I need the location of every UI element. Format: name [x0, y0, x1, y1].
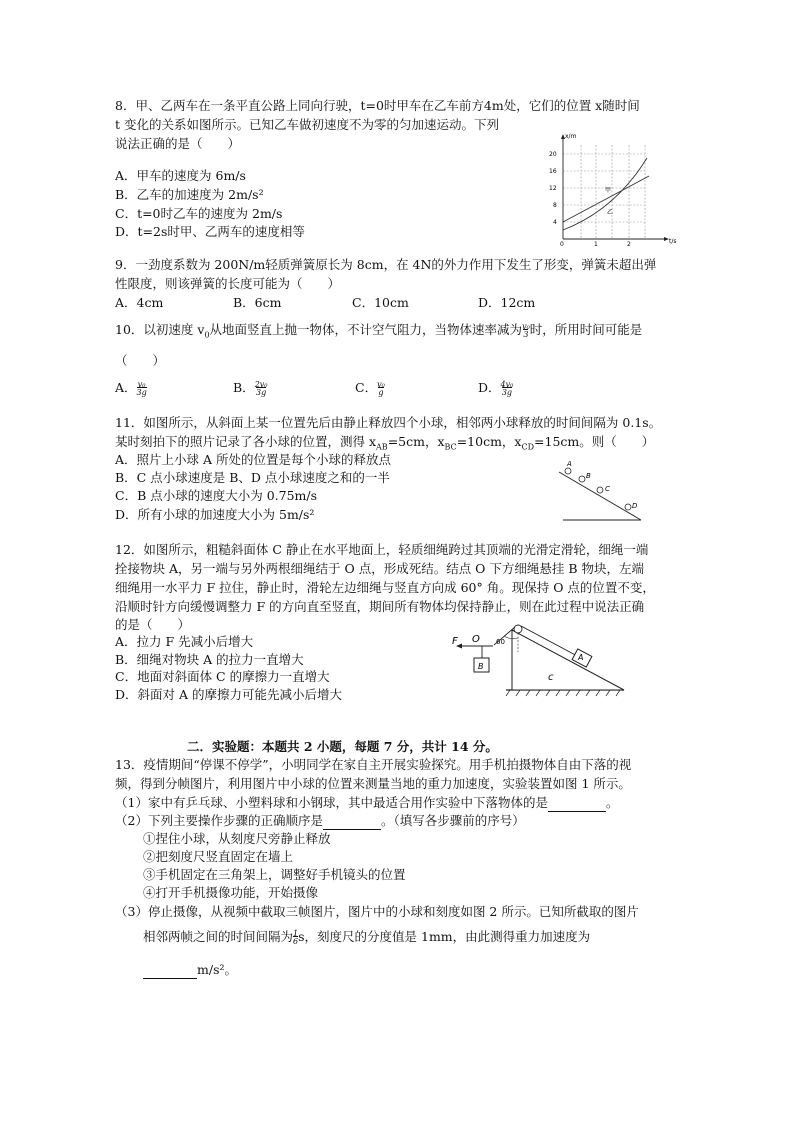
q8-graph-y-tick-16: 16	[549, 168, 557, 175]
q11-ball-c	[597, 487, 603, 493]
q13-part3-line3	[143, 961, 237, 979]
q13-part2-end: 。（填写各步骤前的序号）	[380, 813, 525, 828]
q10-option-c-num: v₀	[377, 379, 385, 389]
q9-option-c: C．10cm	[352, 295, 409, 310]
q11-stem2-b: =5cm，x	[387, 434, 445, 449]
q8-graph-label-jia: 甲	[605, 187, 612, 194]
q12-label-f: F	[452, 636, 458, 647]
q9-option-b: B．6cm	[233, 295, 282, 310]
q13-part3-end: m/s²。	[197, 962, 237, 977]
q13-part3-line2	[143, 928, 590, 946]
q13-part2-text: （2）下列主要操作步骤的正确顺序是	[115, 813, 323, 828]
q13-part1-end: 。	[605, 795, 619, 810]
q13-part2-blank[interactable]	[323, 812, 381, 830]
q12-ground-hatch	[506, 690, 620, 696]
q8-option-d: D．t=2s时甲、乙两车的速度相等	[115, 224, 305, 239]
q10-option-c-letter: C．	[355, 380, 378, 395]
q10-option-c	[355, 379, 385, 397]
q8-option-c: C．t=0时乙车的速度为 2m/s	[115, 206, 283, 221]
q8-stem-line3: 说法正确的是（ ）	[115, 136, 241, 151]
q12-label-o: O	[472, 634, 480, 645]
q13-stem-line1: 13．疫情期间“停课不停学”，小明同学在家自主开展实验探究。用手机拍摄物体自由下落的视	[115, 757, 632, 772]
q11-option-c: C．B 点小球的速度大小为 0.75m/s	[115, 488, 318, 503]
q10-stem-part3: 时，所用时间可能是	[529, 322, 643, 337]
q8-graph-y-tick-4: 4	[553, 219, 557, 226]
q12-option-d: D．斜面对 A 的摩擦力可能先减小后增大	[115, 687, 342, 702]
q13-interval-den: 6	[293, 936, 299, 946]
q8-option-a: A．甲车的速度为 6m/s	[115, 168, 246, 183]
q8-option-b: B．乙车的加速度为 2m/s²	[115, 187, 264, 202]
q10-stem-sub: 0	[204, 330, 210, 340]
q12-option-b: B．细绳对物块 A 的拉力一直增大	[115, 652, 304, 667]
q9-stem-line1: 9．一劲度系数为 200N/m轻质弹簧原长为 8cm，在 4N的外力作用下发生了形变，弹簧未超出弹	[115, 257, 657, 272]
q10-option-c-den: g	[378, 387, 384, 397]
q13-part3-line2-b: s，刻度尺的分度值是 1mm，由此测得重力加速度为	[298, 929, 591, 944]
q10-stem-fraction	[522, 323, 530, 339]
q8-graph-y-tick-8: 8	[553, 202, 557, 209]
q8-graph-x-tick-1: 1	[594, 241, 598, 248]
q12-pulley-figure	[448, 622, 630, 702]
q10-stem	[115, 321, 642, 344]
q13-part3-line2-a: 相邻两帧之间的时间间隔为	[143, 929, 294, 944]
q11-stem-line1: 11．如图所示，从斜面上某一位置先后由静止释放四个小球，相邻两小球释放的时间间隔为 0.1s。	[115, 415, 662, 430]
q12-label-c: c	[548, 672, 554, 683]
q11-ball-a	[565, 468, 571, 474]
q11-stem2-d: =15cm。则（ ）	[534, 434, 655, 449]
q10-option-d	[478, 379, 513, 397]
q10-option-b-frac	[255, 381, 268, 397]
q12-stem-line2: 拴接物块 A，另一端与另外两根细绳结于 O 点，形成死结。结点 O 下方细绳悬挂 B 物块，左端	[115, 561, 645, 576]
q9-stem-line2: 性限度，则该弹簧的长度可能为（ ）	[115, 276, 341, 291]
q10-option-d-den: 3g	[501, 387, 513, 397]
q12-stem-line5: 的是（ ）	[115, 617, 191, 632]
q8-xt-graph	[545, 130, 677, 248]
q13-stem-line2: 频，得到分帧图片，利用图片中小球的位置来测量当地的重力加速度，实验装置如图 1 所示。	[115, 776, 631, 791]
q11-ball-b	[579, 476, 585, 482]
q10-option-c-frac	[377, 381, 385, 397]
q8-graph-y-unit: x/m	[565, 133, 577, 140]
q10-option-a-den: 3g	[136, 387, 147, 397]
q13-part1-blank[interactable]	[548, 794, 606, 812]
q12-option-a: A．拉力 F 先减小后增大	[115, 634, 254, 649]
q10-option-d-num: 4v₀	[500, 379, 514, 389]
q11-incline-figure	[555, 458, 645, 524]
q13-step-4: ④打开手机摄像功能，开始摄像	[143, 885, 319, 900]
q12-label-a: A	[578, 653, 584, 662]
q8-graph-x-tick-0: 0	[560, 241, 564, 248]
q12-stem-line1: 12．如图所示，粗糙斜面体 C 静止在水平地面上，轻质细绳跨过其顶端的光滑定滑轮，细绳一端	[115, 542, 649, 557]
q10-option-b-den: 3g	[255, 387, 267, 397]
q10-option-b	[233, 379, 268, 397]
q13-part1	[115, 794, 618, 812]
q11-label-d: D	[632, 502, 638, 510]
q12-stem-line3: 细绳用一水平力 F 拉住，静止时，滑轮左边细绳与竖直方向成 60° 角。现保持 O 点的位置不变，	[115, 580, 655, 595]
q8-graph-y-tick-12: 12	[549, 185, 557, 192]
q10-option-a-num: v₀	[137, 379, 146, 389]
q12-pulley	[514, 625, 522, 633]
q11-stem2-sub-cd: CD	[521, 442, 535, 452]
q12-option-c: C．地面对斜面体 C 的摩擦力一直增大	[115, 669, 330, 684]
q9-option-d: D．12cm	[478, 295, 536, 310]
q13-part2	[115, 812, 525, 830]
q13-interval-num: 1	[293, 928, 299, 938]
q11-option-a: A．照片上小球 A 所处的位置是每个小球的释放点	[115, 452, 392, 467]
q13-part3-line1: （3）停止摄像，从视频中截取三帧图片，图片中的小球和刻度如图 2 所示。已知所截取的图片	[115, 904, 639, 919]
q10-option-a	[115, 379, 147, 397]
q11-stem2-sub-bc: BC	[444, 442, 457, 452]
q8-graph-line-jia	[563, 176, 649, 222]
q8-graph-label-yi: 乙	[607, 209, 614, 216]
q13-part1-text: （1）家中有乒乓球、小塑料球和小钢球，其中最适合用作实验中下落物体的是	[115, 795, 548, 810]
q8-stem-line2: t 变化的关系如图所示。已知乙车做初速度不为零的匀加速运动。下列	[115, 117, 499, 132]
q11-label-a: A	[567, 460, 572, 468]
q13-step-3: ③手机固定在三角架上，调整好手机镜头的位置	[143, 867, 406, 882]
q13-step-1: ①捏住小球，从刻度尺旁静止释放	[143, 831, 331, 846]
q11-stem2-sub-ab: AB	[376, 442, 388, 452]
q10-option-d-frac	[501, 381, 514, 397]
q10-frac-num: v₀	[522, 321, 530, 331]
q10-paren: （ ）	[115, 353, 166, 368]
q9-option-a: A．4cm	[115, 295, 164, 310]
q10-option-a-letter: A．	[115, 380, 137, 395]
q12-label-b: B	[478, 662, 484, 671]
q10-option-d-letter: D．	[478, 380, 501, 395]
q10-option-b-letter: B．	[233, 380, 255, 395]
q12-label-angle: 60	[496, 638, 505, 646]
q13-step-2: ②把刻度尺竖直固定在墙上	[143, 849, 294, 864]
q10-frac-den: 3	[523, 329, 529, 339]
q11-option-b: B．C 点小球速度是 B、D 点小球速度之和的一半	[115, 470, 390, 485]
q11-stem2-c: =10cm，x	[456, 434, 522, 449]
q11-label-c: C	[605, 485, 610, 493]
q8-graph-x-unit: t/s	[669, 238, 677, 245]
q12-stem-line4: 沿顺时针方向缓慢调整力 F 的方向直至竖直，期间所有物体均保持静止，则在此过程中说法正确	[115, 599, 645, 614]
q13-part3-blank[interactable]	[143, 961, 197, 979]
q8-stem-line1: 8．甲、乙两车在一条平直公路上同向行驶，t=0时甲车在乙车前方4m处，它们的位置 x随时间	[115, 98, 640, 113]
q8-graph-y-tick-20: 20	[549, 151, 557, 158]
q10-option-a-frac	[137, 381, 147, 397]
q11-option-d: D．所有小球的加速度大小为 5m/s²	[115, 507, 315, 522]
q8-graph-x-tick-2: 2	[627, 241, 631, 248]
q12-incline-c	[512, 630, 624, 690]
q11-stem2-a: 某时刻拍下的照片记录了各小球的位置，测得 x	[115, 434, 377, 449]
q10-stem-part2: 从地面竖直上抛一物体，不计空气阻力，当物体速率减为	[209, 322, 523, 337]
section2-title: 二．实验题：本题共 2 小题，每题 7 分，共计 14 分。	[187, 739, 498, 754]
q8-graph-curve-yi	[563, 158, 647, 230]
q11-ball-d	[625, 504, 631, 510]
q10-option-b-num: 2v₀	[254, 379, 268, 389]
q11-incline-line	[559, 472, 641, 520]
q10-stem-part1: 10．以初速度 v	[115, 322, 205, 337]
q11-label-b: B	[586, 472, 591, 480]
